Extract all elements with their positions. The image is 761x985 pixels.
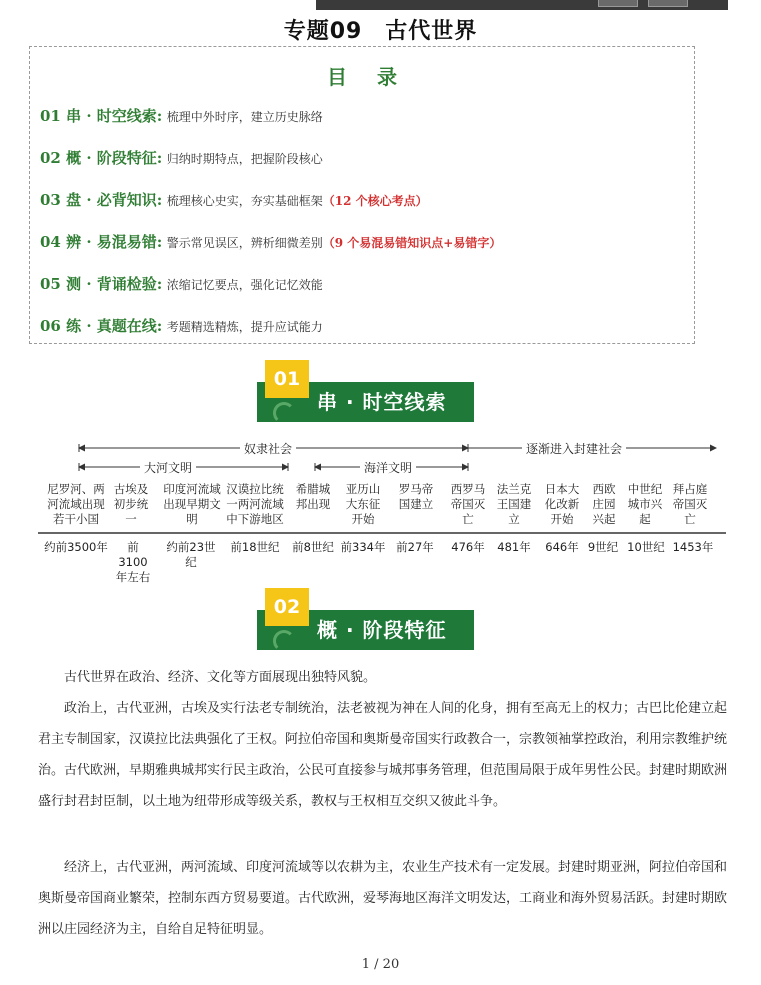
timeline-date: 646年 [545, 540, 579, 554]
toc-box [29, 46, 695, 344]
paragraph: 古代世界在政治、经济、文化等方面展现出独特风貌。 [64, 670, 377, 685]
timeline-date: 前334年 [340, 540, 386, 554]
toc-item-6[interactable]: 06 练 · 真题在线: 考题精选精炼，提升应试能力 [40, 317, 323, 335]
timeline-event: 西欧庄园兴起 [592, 482, 616, 526]
toc-heading: 目录 [327, 65, 427, 89]
toc-item-2[interactable]: 02 概 · 阶段特征: 归纳时期特点，把握阶段核心 [40, 149, 323, 167]
paragraph: 经济上，古代亚洲，两河流域、印度河流域等以农耕为主，农业生产技术有一定发展。封建时期亚洲，阿拉伯帝国和奥斯曼帝国商业繁荣，控制东西方贸易要道。古代欧洲，爱琴海地区海洋文明发达，工商业和海外贸易活跃。封建时期欧洲以庄园经济为主，自给自足特征明显。 [38, 860, 728, 937]
timeline-event: 日本大化改新开始 [544, 482, 580, 526]
timeline-event: 印度河流域出现早期文明 [163, 482, 221, 526]
section-banner-01 [257, 368, 474, 422]
timeline-event: 罗马帝国建立 [398, 482, 434, 511]
timeline-event: 中世纪城市兴起 [627, 482, 663, 526]
toc-item-4[interactable]: 04 辨 · 易混易错: 警示常见误区，辨析细微差别（9 个易混易错知识点+易错字） [40, 233, 502, 251]
timeline-event: 汉谟拉比统一两河流域中下游地区 [226, 482, 284, 526]
timeline-date: 前27年 [396, 540, 434, 554]
timeline-event: 亚历山大东征开始 [345, 482, 381, 526]
toc-item-3[interactable]: 03 盘 · 必背知识: 梳理核心史实，夯实基础框架（12 个核心考点） [40, 191, 428, 209]
timeline-date: 1453年 [672, 540, 714, 554]
window-top-bar [316, 0, 728, 10]
swirl-icon [273, 630, 295, 652]
timeline-event: 尼罗河、两河流域出现若干小国 [47, 482, 105, 526]
timeline-date: 10世纪 [627, 540, 665, 554]
era-label-slavery: 奴隶社会 [240, 440, 296, 457]
era-label-river: 大河文明 [140, 459, 196, 476]
timeline-event: 古埃及初步统一 [113, 482, 149, 526]
timeline-event: 法兰克王国建立 [496, 482, 532, 526]
timeline-date: 9世纪 [587, 540, 619, 554]
era-label-feudal: 逐渐进入封建社会 [522, 440, 626, 457]
page-title: 专题09 古代世界 [283, 19, 478, 44]
timeline-date: 481年 [497, 540, 531, 554]
section-banner-02 [257, 596, 474, 650]
timeline [38, 438, 728, 584]
timeline-event: 西罗马帝国灭亡 [450, 482, 486, 526]
timeline-date: 476年 [451, 540, 485, 554]
era-label-ocean: 海洋文明 [360, 459, 416, 476]
section-number: 02 [265, 588, 309, 626]
timeline-date: 前18世纪 [230, 540, 280, 554]
timeline-event: 希腊城邦出现 [295, 482, 331, 511]
toc-item-5[interactable]: 05 测 · 背诵检验: 浓缩记忆要点，强化记忆效能 [40, 275, 323, 293]
toc-item-1[interactable]: 01 串 · 时空线索: 梳理中外时序，建立历史脉络 [40, 107, 323, 125]
section-title: 概 · 阶段特征 [317, 618, 447, 642]
timeline-event: 拜占庭帝国灭亡 [672, 482, 708, 526]
paragraph: 政治上，古代亚洲，古埃及实行法老专制统治，法老被视为神在人间的化身，拥有至高无上的权力；古巴比伦建立起君主专制国家，汉谟拉比法典强化了王权。阿拉伯帝国和奥斯曼帝国实行政教合一，宗教领袖掌控政治，利用宗教维护统治。古代欧洲，早期雅典城邦实行民主政治，公民可直接参与城邦事务管理，但范围局限于成年男性公民。封建时期欧洲盛行封君封臣制，以土地为纽带形成等级关系，教权与王权相互交织又彼此斗争。 [38, 701, 728, 809]
timeline-date: 前8世纪 [292, 540, 334, 554]
window-button[interactable] [598, 0, 638, 7]
timeline-date: 约前23世纪 [166, 540, 216, 569]
section-number: 01 [265, 360, 309, 398]
timeline-date: 约前3500年 [44, 540, 108, 554]
section-title: 串 · 时空线索 [317, 390, 447, 414]
swirl-icon [273, 402, 295, 424]
timeline-date: 前3100年左右 [115, 540, 151, 584]
window-button[interactable] [648, 0, 688, 7]
page-number: 1 / 20 [361, 957, 400, 972]
